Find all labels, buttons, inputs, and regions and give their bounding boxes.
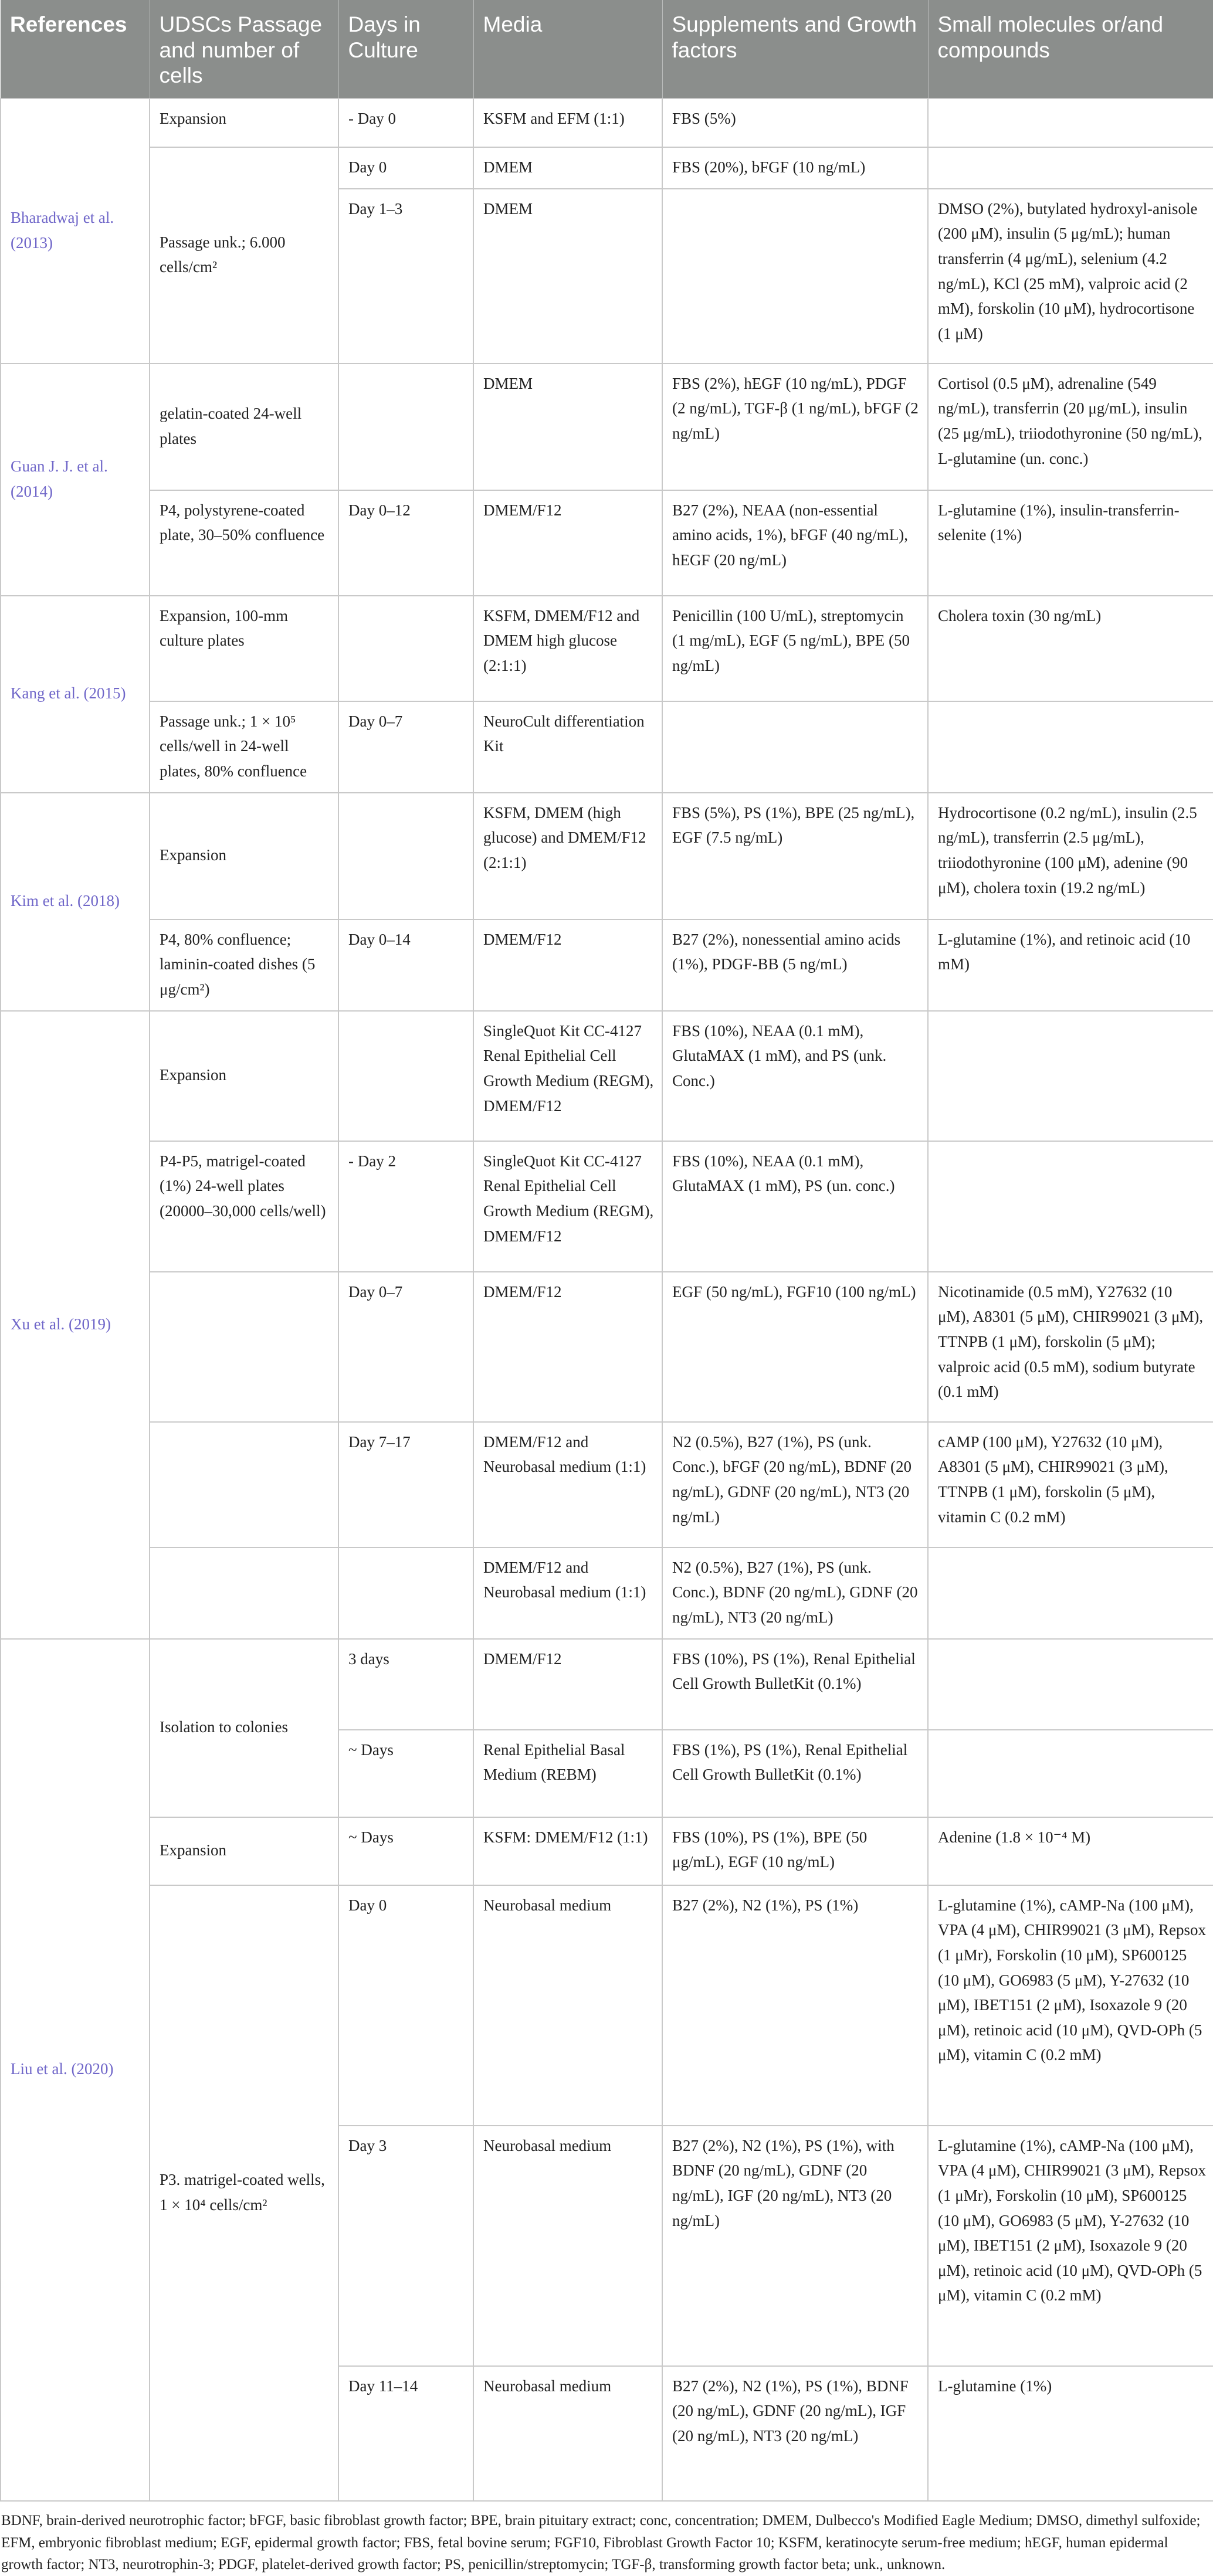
supplements-cell: FBS (10%), PS (1%), Renal Epithelial Cell Growth BulletKit (0.1%) — [662, 1639, 928, 1730]
media-cell: SingleQuot Kit CC-4127 Renal Epithelial Cell Growth Medium (REGM), DMEM/F12 — [473, 1141, 662, 1272]
molecules-cell: Adenine (1.8 × 10⁻⁴ M) — [928, 1817, 1213, 1885]
table-row — [1, 364, 1213, 490]
supplements-cell: Penicillin (100 U/mL), streptomycin (1 mg/mL), EGF (5 ng/mL), BPE (50 ng/mL) — [662, 596, 928, 701]
passage-cell — [150, 1422, 338, 1547]
header-media: Media — [473, 0, 662, 99]
molecules-cell: L-glutamine (1%), cAMP-Na (100 μM), VPA (4 μM), CHIR99021 (3 μM), Repsox (1 μMr), Forskolin (10 μM), SP600125 (10 μM), GO6983 (5 μM), Y-27632 (10 μM), IBET151 (2 μM), Isoxazole 9 (20 μM), retinoic acid (10 μM), QVD-OPh (5 μM), vitamin C (0.2 mM) — [928, 2126, 1213, 2366]
media-cell: Renal Epithelial Basal Medium (REBM) — [473, 1730, 662, 1817]
days-cell — [338, 596, 473, 701]
passage-cell: Expansion — [150, 1817, 338, 1885]
media-cell: DMEM/F12 — [473, 919, 662, 1011]
passage-cell — [150, 1547, 338, 1639]
passage-cell: P4-P5, matrigel-coated (1%) 24-well plates (20000–30,000 cells/well) — [150, 1141, 338, 1272]
passage-cell: P4, 80% confluence; laminin-coated dishes (5 μg/cm²) — [150, 919, 338, 1011]
molecules-cell — [928, 1639, 1213, 1730]
media-cell: KSFM, DMEM/F12 and DMEM high glucose (2:1:1) — [473, 596, 662, 701]
table-row — [1, 147, 1213, 189]
passage-cell: Passage unk.; 1 × 10⁵ cells/well in 24-well plates, 80% confluence — [150, 701, 338, 793]
passage-cell: Passage unk.; 6.000 cells/cm² — [150, 147, 338, 364]
passage-cell: P3. matrigel-coated wells, 1 × 10⁴ cells/cm² — [150, 1885, 338, 2501]
passage-cell: P4, polystyrene-coated plate, 30–50% confluence — [150, 490, 338, 596]
supplements-cell: FBS (1%), PS (1%), Renal Epithelial Cell Growth BulletKit (0.1%) — [662, 1730, 928, 1817]
molecules-cell: Hydrocortisone (0.2 ng/mL), insulin (2.5 ng/mL), transferrin (2.5 μg/mL), triiodothyronine (100 μM), adenine (90 μM), cholera toxin (19.2 ng/mL) — [928, 793, 1213, 919]
days-cell: ~ Days — [338, 1817, 473, 1885]
supplements-cell — [662, 189, 928, 364]
reference-cell[interactable]: Xu et al. (2019) — [1, 1011, 150, 1639]
molecules-cell: DMSO (2%), butylated hydroxyl-anisole (200 μM), insulin (5 μg/mL); human transferrin (4 μg/mL), selenium (4.2 ng/mL), KCl (25 mM), valproic acid (2 mM), forskolin (10 μM), hydrocortisone (1 μM) — [928, 189, 1213, 364]
media-cell: DMEM — [473, 147, 662, 189]
days-cell: Day 1–3 — [338, 189, 473, 364]
header-days: Days in Culture — [338, 0, 473, 99]
supplements-cell: FBS (2%), hEGF (10 ng/mL), PDGF (2 ng/mL), TGF-β (1 ng/mL), bFGF (2 ng/mL) — [662, 364, 928, 490]
supplements-cell: B27 (2%), NEAA (non-essential amino acids, 1%), bFGF (40 ng/mL), hEGF (20 ng/mL) — [662, 490, 928, 596]
supplements-cell: FBS (10%), PS (1%), BPE (50 μg/mL), EGF (10 ng/mL) — [662, 1817, 928, 1885]
header-supplements: Supplements and Growth factors — [662, 0, 928, 99]
abbreviations-footnote: BDNF, brain-derived neurotrophic factor; bFGF, basic fibroblast growth factor; BPE, brain pituitary extract; conc, concentration; DMEM, Dulbecco's Modified Eagle Medium; DMSO, dimethyl sulfoxide; EFM, embryonic fibroblast medium; EGF, epidermal growth factor; FBS, fetal bovine serum; FGF10, Fibroblast Growth Factor 10; KSFM, keratinocyte serum-free medium; hEGF, human epidermal growth factor; NT3, neurotrophin-3; PDGF, platelet-derived growth factor; PS, penicillin/streptomycin; TGF-β, transforming growth factor beta; unk., unknown. — [1, 2513, 1201, 2572]
supplements-cell: N2 (0.5%), B27 (1%), PS (unk. Conc.), BDNF (20 ng/mL), GDNF (20 ng/mL), NT3 (20 ng/mL) — [662, 1547, 928, 1639]
table-row — [1, 1885, 1213, 2126]
media-cell: SingleQuot Kit CC-4127 Renal Epithelial Cell Growth Medium (REGM), DMEM/F12 — [473, 1011, 662, 1141]
media-cell: Neurobasal medium — [473, 2126, 662, 2366]
molecules-cell — [928, 1141, 1213, 1272]
days-cell: - Day 2 — [338, 1141, 473, 1272]
supplements-cell: FBS (20%), bFGF (10 ng/mL) — [662, 147, 928, 189]
molecules-cell: Nicotinamide (0.5 mM), Y27632 (10 μM), A8301 (5 μM), CHIR99021 (3 μM), TTNPB (1 μM), forskolin (5 μM); valproic acid (0.5 mM), sodium butyrate (0.1 mM) — [928, 1272, 1213, 1422]
molecules-cell: L-glutamine (1%), cAMP-Na (100 μM), VPA (4 μM), CHIR99021 (3 μM), Repsox (1 μMr), Forskolin (10 μM), SP600125 (10 μM), GO6983 (5 μM), Y-27632 (10 μM), IBET151 (2 μM), Isoxazole 9 (20 μM), retinoic acid (10 μM), QVD-OPh (5 μM), vitamin C (0.2 mM) — [928, 1885, 1213, 2126]
table-row — [1, 1817, 1213, 1885]
days-cell — [338, 1011, 473, 1141]
supplements-cell: B27 (2%), N2 (1%), PS (1%) — [662, 1885, 928, 2126]
supplements-cell: N2 (0.5%), B27 (1%), PS (unk. Conc.), bFGF (20 ng/mL), BDNF (20 ng/mL), GDNF (20 ng/mL), NT3 (20 ng/mL) — [662, 1422, 928, 1547]
days-cell: Day 0 — [338, 147, 473, 189]
molecules-cell — [928, 1011, 1213, 1141]
days-cell: Day 0–7 — [338, 701, 473, 793]
media-cell: DMEM/F12 — [473, 1272, 662, 1422]
molecules-cell: L-glutamine (1%), and retinoic acid (10 mM) — [928, 919, 1213, 1011]
days-cell: - Day 0 — [338, 99, 473, 147]
header-molecules: Small molecules or/and compounds — [928, 0, 1213, 99]
supplements-cell: FBS (5%) — [662, 99, 928, 147]
table-header — [1, 0, 1213, 99]
passage-cell: Expansion, 100-mm culture plates — [150, 596, 338, 701]
days-cell: Day 0–7 — [338, 1272, 473, 1422]
table-row — [1, 1639, 1213, 1730]
molecules-cell — [928, 99, 1213, 147]
days-cell — [338, 1547, 473, 1639]
header-passage: UDSCs Passage and number of cells — [150, 0, 338, 99]
media-cell: KSFM, DMEM (high glucose) and DMEM/F12 (2:1:1) — [473, 793, 662, 919]
media-cell: NeuroCult differentiation Kit — [473, 701, 662, 793]
media-cell: DMEM — [473, 189, 662, 364]
days-cell: ~ Days — [338, 1730, 473, 1817]
reference-cell[interactable]: Liu et al. (2020) — [1, 1639, 150, 2501]
header-references: References — [1, 0, 150, 99]
reference-cell[interactable]: Bharadwaj et al. (2013) — [1, 99, 150, 364]
reference-cell[interactable]: Guan J. J. et al. (2014) — [1, 364, 150, 596]
table-row — [1, 1422, 1213, 1547]
molecules-cell — [928, 701, 1213, 793]
supplements-cell — [662, 701, 928, 793]
media-cell: DMEM/F12 — [473, 490, 662, 596]
passage-cell: Expansion — [150, 793, 338, 919]
passage-cell: Expansion — [150, 99, 338, 147]
days-cell: Day 11–14 — [338, 2366, 473, 2501]
days-cell: Day 0–12 — [338, 490, 473, 596]
days-cell: Day 0 — [338, 1885, 473, 2126]
media-cell: KSFM and EFM (1:1) — [473, 99, 662, 147]
supplements-cell: FBS (10%), NEAA (0.1 mM), GlutaMAX (1 mM), and PS (unk. Conc.) — [662, 1011, 928, 1141]
media-cell: DMEM — [473, 364, 662, 490]
table-row — [1, 793, 1213, 919]
media-cell: DMEM/F12 — [473, 1639, 662, 1730]
days-cell — [338, 364, 473, 490]
days-cell: Day 0–14 — [338, 919, 473, 1011]
supplements-cell: B27 (2%), nonessential amino acids (1%), PDGF-BB (5 ng/mL) — [662, 919, 928, 1011]
supplements-cell: B27 (2%), N2 (1%), PS (1%), BDNF (20 ng/mL), GDNF (20 ng/mL), IGF (20 ng/mL), NT3 (20 ng/mL) — [662, 2366, 928, 2501]
molecules-cell — [928, 147, 1213, 189]
table-row — [1, 1272, 1213, 1422]
table-row — [1, 1011, 1213, 1141]
days-cell: Day 3 — [338, 2126, 473, 2366]
table-row — [1, 99, 1213, 147]
supplements-cell: FBS (10%), NEAA (0.1 mM), GlutaMAX (1 mM), PS (un. conc.) — [662, 1141, 928, 1272]
molecules-cell: Cortisol (0.5 μM), adrenaline (549 ng/mL), transferrin (20 μg/mL), insulin (25 μg/mL), triiodothyronine (50 ng/mL), L-glutamine (un. conc.) — [928, 364, 1213, 490]
days-cell: Day 7–17 — [338, 1422, 473, 1547]
molecules-cell — [928, 1547, 1213, 1639]
table-row — [1, 1141, 1213, 1272]
media-cell: DMEM/F12 and Neurobasal medium (1:1) — [473, 1422, 662, 1547]
molecules-cell: cAMP (100 μM), Y27632 (10 μM), A8301 (5 μM), CHIR99021 (3 μM), TTNPB (1 μM), forskolin (5 μM), vitamin C (0.2 mM) — [928, 1422, 1213, 1547]
media-cell: Neurobasal medium — [473, 1885, 662, 2126]
media-cell: KSFM: DMEM/F12 (1:1) — [473, 1817, 662, 1885]
supplements-cell: FBS (5%), PS (1%), BPE (25 ng/mL), EGF (7.5 ng/mL) — [662, 793, 928, 919]
days-cell — [338, 793, 473, 919]
passage-cell — [150, 1272, 338, 1422]
days-cell: 3 days — [338, 1639, 473, 1730]
passage-cell: Expansion — [150, 1011, 338, 1141]
reference-cell[interactable]: Kang et al. (2015) — [1, 596, 150, 793]
table-row — [1, 701, 1213, 793]
molecules-cell — [928, 1730, 1213, 1817]
header-row — [1, 0, 1213, 99]
table-row — [1, 919, 1213, 1011]
reference-cell[interactable]: Kim et al. (2018) — [1, 793, 150, 1011]
media-cell: Neurobasal medium — [473, 2366, 662, 2501]
molecules-cell: Cholera toxin (30 ng/mL) — [928, 596, 1213, 701]
supplements-cell: EGF (50 ng/mL), FGF10 (100 ng/mL) — [662, 1272, 928, 1422]
supplements-cell: B27 (2%), N2 (1%), PS (1%), with BDNF (20 ng/mL), GDNF (20 ng/mL), IGF (20 ng/mL), NT3 (20 ng/mL) — [662, 2126, 928, 2366]
table-body — [1, 99, 1213, 2501]
table-row — [1, 490, 1213, 596]
molecules-cell: L-glutamine (1%), insulin-transferrin-selenite (1%) — [928, 490, 1213, 596]
molecules-cell: L-glutamine (1%) — [928, 2366, 1213, 2501]
passage-cell: gelatin-coated 24-well plates — [150, 364, 338, 490]
media-cell: DMEM/F12 and Neurobasal medium (1:1) — [473, 1547, 662, 1639]
table-row — [1, 596, 1213, 701]
table-row — [1, 1547, 1213, 1639]
passage-cell: Isolation to colonies — [150, 1639, 338, 1817]
